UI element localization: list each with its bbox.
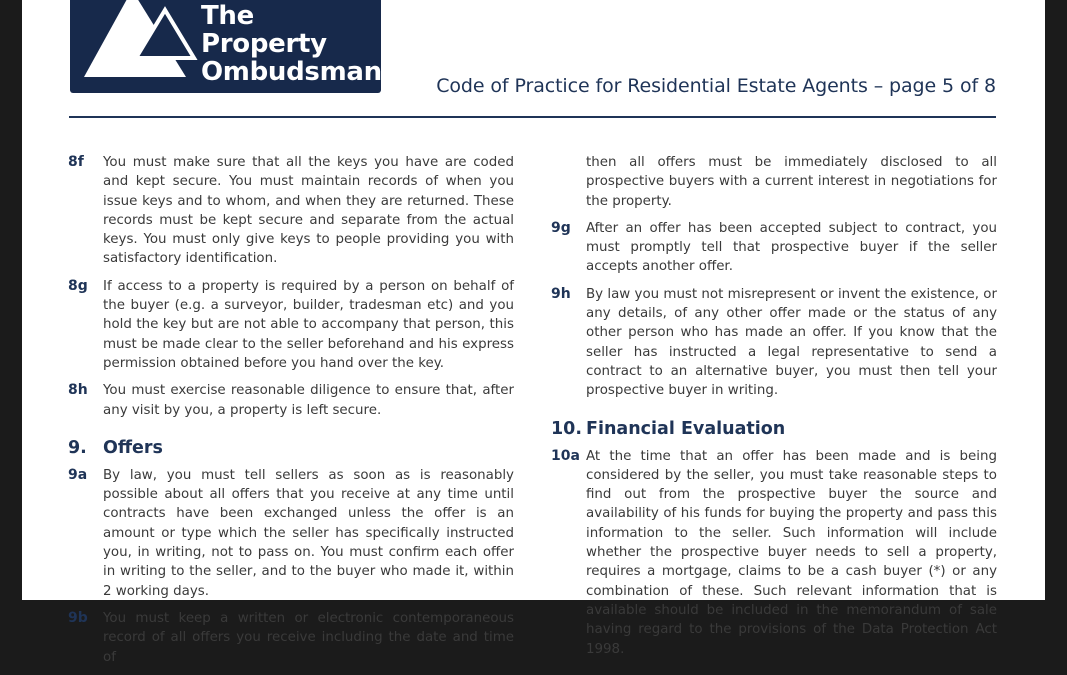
clause-text: You must exercise reasonable diligence to ensure that, after any visit by you, a property is left secure. [103, 383, 514, 418]
clause-text: You must make sure that all the keys you have are coded and kept secure. You must maintain records of when you issue keys and to whom, and when they are returned. These records must be kept secure and separate from the actual keys. You must only give keys to people providing you with satisfactory identification. [103, 155, 514, 267]
section-number: 10. [551, 418, 583, 439]
section-heading-offers [68, 436, 514, 460]
clause-text: By law you must not misrepresent or invent the existence, or any details, of any other offer made or the status of any other person who has made an offer. If you know that the seller has instructed a legal representative to send a contract to an alternative buyer, you must then tell your prospective buyer in writing. [586, 286, 997, 399]
left-column [68, 153, 514, 675]
section-title: Financial Evaluation [586, 418, 786, 439]
clause-number: 8h [68, 382, 88, 399]
clause-text: You must keep a written or electronic contemporaneous record of all offers you receive including the date and time of [103, 610, 514, 665]
header-divider [69, 116, 996, 118]
logo-line1: The Property [201, 1, 327, 59]
clause-8h [68, 381, 514, 420]
clause-number: 8g [68, 277, 88, 294]
clause-number: 9g [551, 219, 571, 236]
clause-number: 9h [551, 285, 571, 302]
section-heading-financial-evaluation [551, 417, 997, 441]
section-title: Offers [103, 437, 163, 458]
clause-number: 9a [68, 466, 88, 483]
document-page [22, 0, 1045, 665]
section-number: 9. [68, 437, 87, 458]
clause-9g [551, 219, 997, 277]
page-title: Code of Practice for Residential Estate Agents – page 5 of 8 [436, 75, 996, 97]
clause-text: After an offer has been accepted subject to contract, you must promptly tell that prospective buyer if the seller accepts another offer. [586, 220, 997, 275]
clause-text: If access to a property is required by a person on behalf of the buyer (e.g. a surveyor, builder, tradesman etc) and you hold the key but are not able to accompany that person, this must be made clear to the seller beforehand and his express permission obtained before you hand over the key. [103, 278, 514, 371]
continued-paragraph: then all offers must be immediately disclosed to all prospective buyers with a current interest in negotiations for the property. [586, 155, 997, 209]
clause-text: By law, you must tell sellers as soon as is reasonably possible about all offers that you receive at any time until contracts have been exchanged unless the offer is an amount or type which the seller has specifically instructed you, in writing, not to pass on. You must confirm each offer in writing to the seller, and to the buyer who made it, within 2 working days. [103, 467, 514, 599]
clause-text: At the time that an offer has been made and is being considered by the seller, you must take reasonable steps to find out from the prospective buyer the source and availability of his funds for buying the property and pass this information to the seller. Such information will include whether the prospective buyer needs to sell a property, requires a mortgage, claims to be a cash buyer (*) or any combination of these. Such relevant information that is available should be included in the memorandum of sale having regard to the provisions of the Data Protection Act 1998. [586, 448, 997, 657]
clause-9a [68, 466, 514, 601]
tpo-logo [70, 0, 381, 93]
clause-9h [551, 285, 997, 401]
clause-9b [68, 609, 514, 667]
right-column [551, 153, 997, 667]
clause-number: 8f [68, 154, 84, 170]
clause-8f [68, 153, 514, 269]
logo-line2: Ombudsman [201, 57, 382, 87]
logo-text [201, 2, 382, 86]
clause-8g [68, 277, 514, 373]
clause-number: 9b [68, 609, 88, 626]
clause-number: 10a [551, 447, 580, 464]
clause-10a [551, 447, 997, 659]
